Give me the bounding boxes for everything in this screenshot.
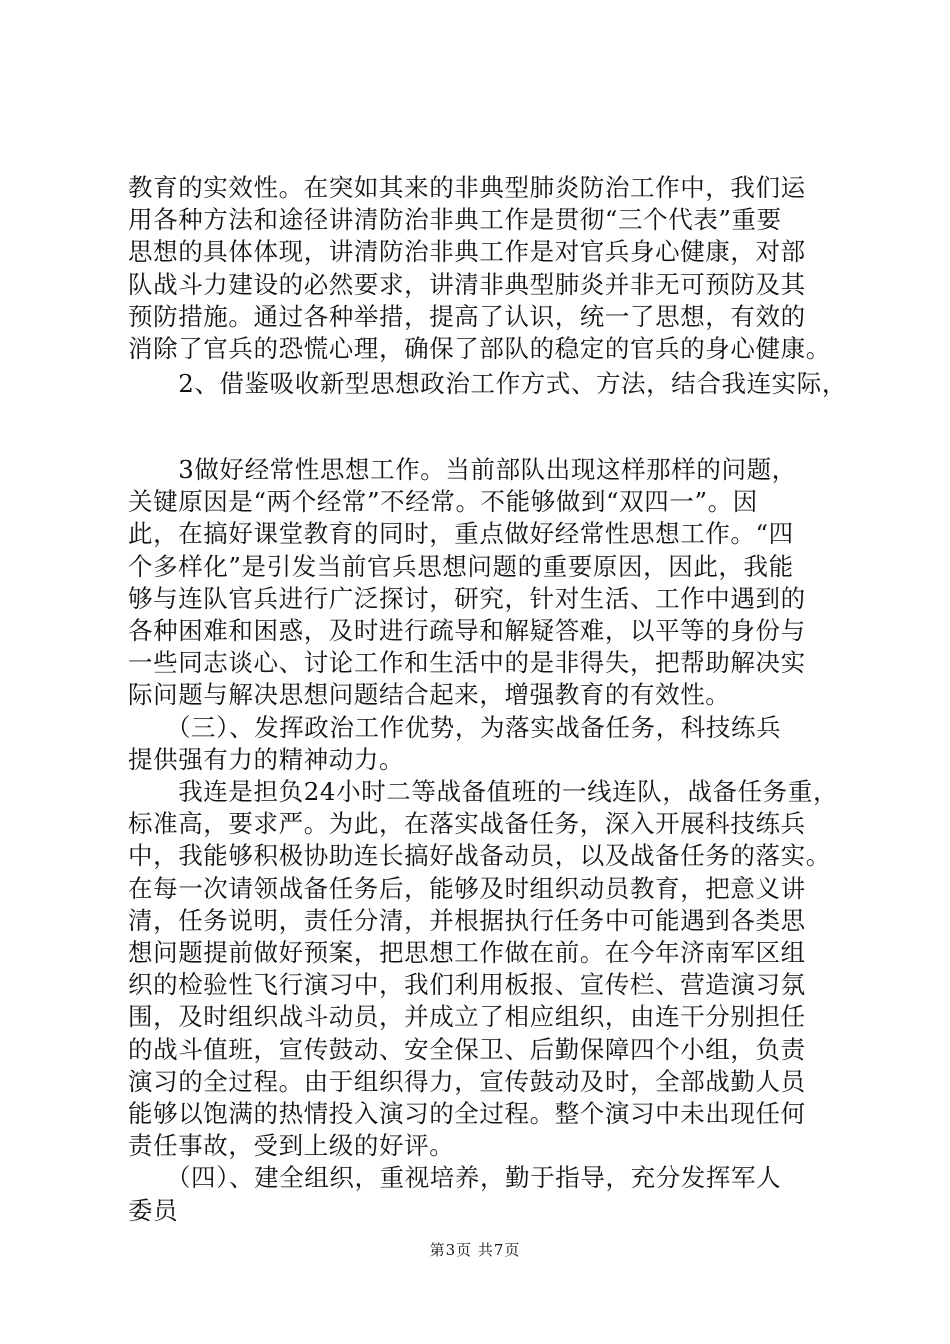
page-number-footer: 第3页 共7页 [429,1241,521,1259]
text-line: 3做好经常性思想工作。当前部队出现这样那样的问题， [128,455,797,484]
text-line: 的战斗值班，宣传鼓动、安全保卫、后勤保障四个小组，负责 [128,1034,806,1064]
text-line: 教育的实效性。在突如其来的非典型肺炎防治工作中，我们运 [128,173,806,202]
paragraph-item-2 [128,368,848,400]
text-line: 一些同志谈心、讨论工作和生活中的是非得失，把帮助解决实 [128,648,806,678]
text-line: 够与连队官兵进行广泛探讨，研究，针对生活、工作中遇到的 [128,583,806,613]
text-line: 织的检验性飞行演习中，我们利用板报、宣传栏、营造演习氛 [128,970,806,1000]
text-line: 2、借鉴吸收新型思想政治工作方式、方法，结合我连实际， [128,369,847,398]
text-line: 个多样化”是引发当前官兵思想问题的重要原因，因此，我能 [128,551,794,581]
section-heading-3-cont: 提供强有力的精神动力。 [128,744,405,774]
text-line: 思想的具体体现，讲清防治非典工作是对官兵身心健康，对部 [128,237,806,267]
section-heading-3: （三）、发挥政治工作优势，为落实战备任务，科技练兵 [128,712,782,742]
section-heading-4-cont: 委员 [128,1195,179,1225]
text-line: 演习的全过程。由于组织得力，宣传鼓动及时，全部战勤人员 [128,1066,806,1096]
text-line: 消除了官兵的恐慌心理，确保了部队的稳定的官兵的身心健康。 [128,334,831,364]
text-line: 在每一次请领战备任务后，能够及时组织动员教育，把意义讲 [128,873,806,903]
section-heading-4: （四）、建全组织，重视培养，勤于指导，充分发挥军人 [128,1163,782,1193]
text-line: 际问题与解决思想问题结合起来，增强教育的有效性。 [128,680,731,710]
paragraph-epidemic-education [128,172,848,365]
text-line: 关键原因是“两个经常”不经常。不能够做到“双四一”。因 [128,487,758,517]
paragraph-item-3-onward [128,454,848,1227]
text-line: 想问题提前做好预案，把思想工作做在前。在今年济南军区组 [128,938,806,968]
text-line: 我连是担负24小时二等战备值班的一线连队，战备任务重， [128,777,839,807]
text-line: 责任事故，受到上级的好评。 [128,1131,455,1161]
text-line: 中，我能够积极协助连长搞好战备动员，以及战备任务的落实。 [128,841,831,871]
text-line: 标准高，要求严。为此，在落实战备任务，深入开展科技练兵 [128,809,806,839]
text-line: 队战斗力建设的必然要求，讲清非典型肺炎并非无可预防及其 [128,269,806,299]
text-line: 围，及时组织战斗动员，并成立了相应组织，由连干分别担任 [128,1002,806,1032]
text-line: 清，任务说明，责任分清，并根据执行任务中可能遇到各类思 [128,905,806,935]
text-line: 各种困难和困惑，及时进行疏导和解疑答难，以平等的身份与 [128,616,806,646]
text-line: 能够以饱满的热情投入演习的全过程。整个演习中未出现任何 [128,1099,806,1129]
text-line: 预防措施。通过各种举措，提高了认识，统一了思想，有效的 [128,301,806,331]
text-line: 用各种方法和途径讲清防治非典工作是贯彻“三个代表”重要 [128,205,782,235]
text-line: 此，在搞好课堂教育的同时，重点做好经常性思想工作。“四 [128,519,794,549]
